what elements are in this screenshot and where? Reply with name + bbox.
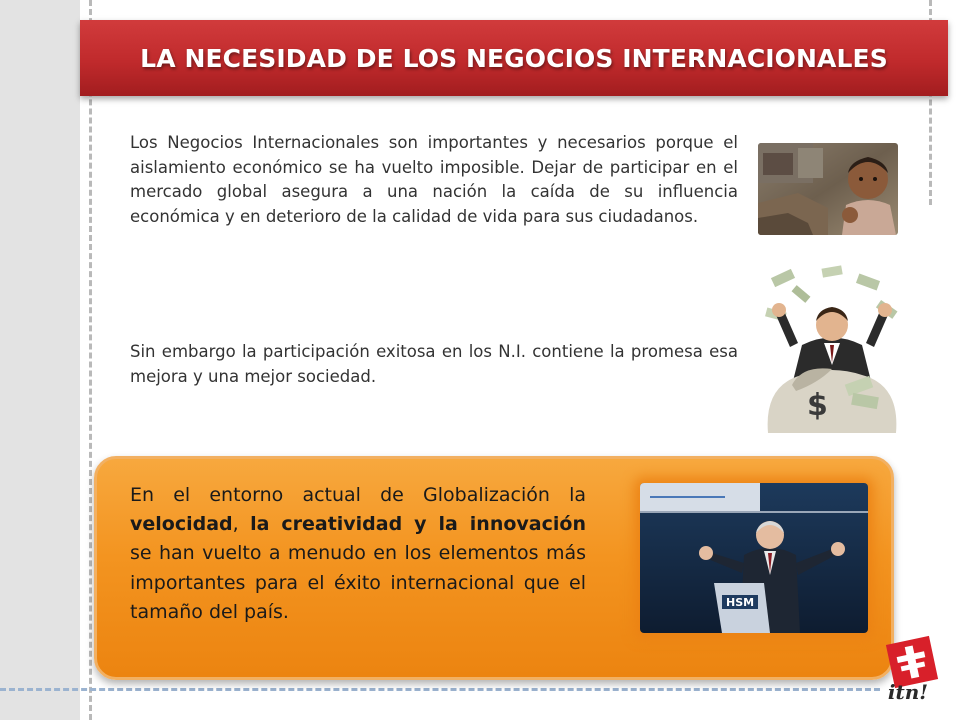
highlight-text: En el entorno actual de Globalización la velocidad, la creatividad y la innovación se han vuelto a menudo en los elementos más importantes para el éxito internacional que el tamaño del país.: [130, 484, 586, 623]
bottom-dashed-line: [0, 688, 880, 691]
podium-text: HSM: [726, 596, 755, 609]
highlight-bold-velocidad: velocidad: [130, 513, 233, 536]
left-band: [0, 0, 80, 720]
slide-title: LA NECESIDAD DE LOS NEGOCIOS INTERNACIONALES: [140, 43, 888, 73]
paragraph-1: Los Negocios Internacionales son importantes y necesarios porque el aislamiento económico se ha vuelto imposible. Dejar de participar en el mercado global asegura a una nación la caída de su influencia económica y en deterioro de la calidad de vida para sus ciudadanos.: [130, 133, 738, 226]
left-dashed-line: [89, 0, 92, 720]
svg-text:$: $: [807, 388, 828, 423]
speaker-conference-photo: [640, 483, 868, 633]
child-photo: [758, 143, 898, 235]
businessman-money-photo: [762, 265, 902, 435]
highlight-bold-creatividad: la creatividad y la innovación: [250, 513, 586, 536]
itn-logo-text: itn!: [887, 680, 929, 704]
paragraph-2: Sin embargo la participación exitosa en los N.I. contiene la promesa esa mejora y una mejor sociedad.: [130, 342, 738, 386]
title-bar: [80, 20, 948, 96]
